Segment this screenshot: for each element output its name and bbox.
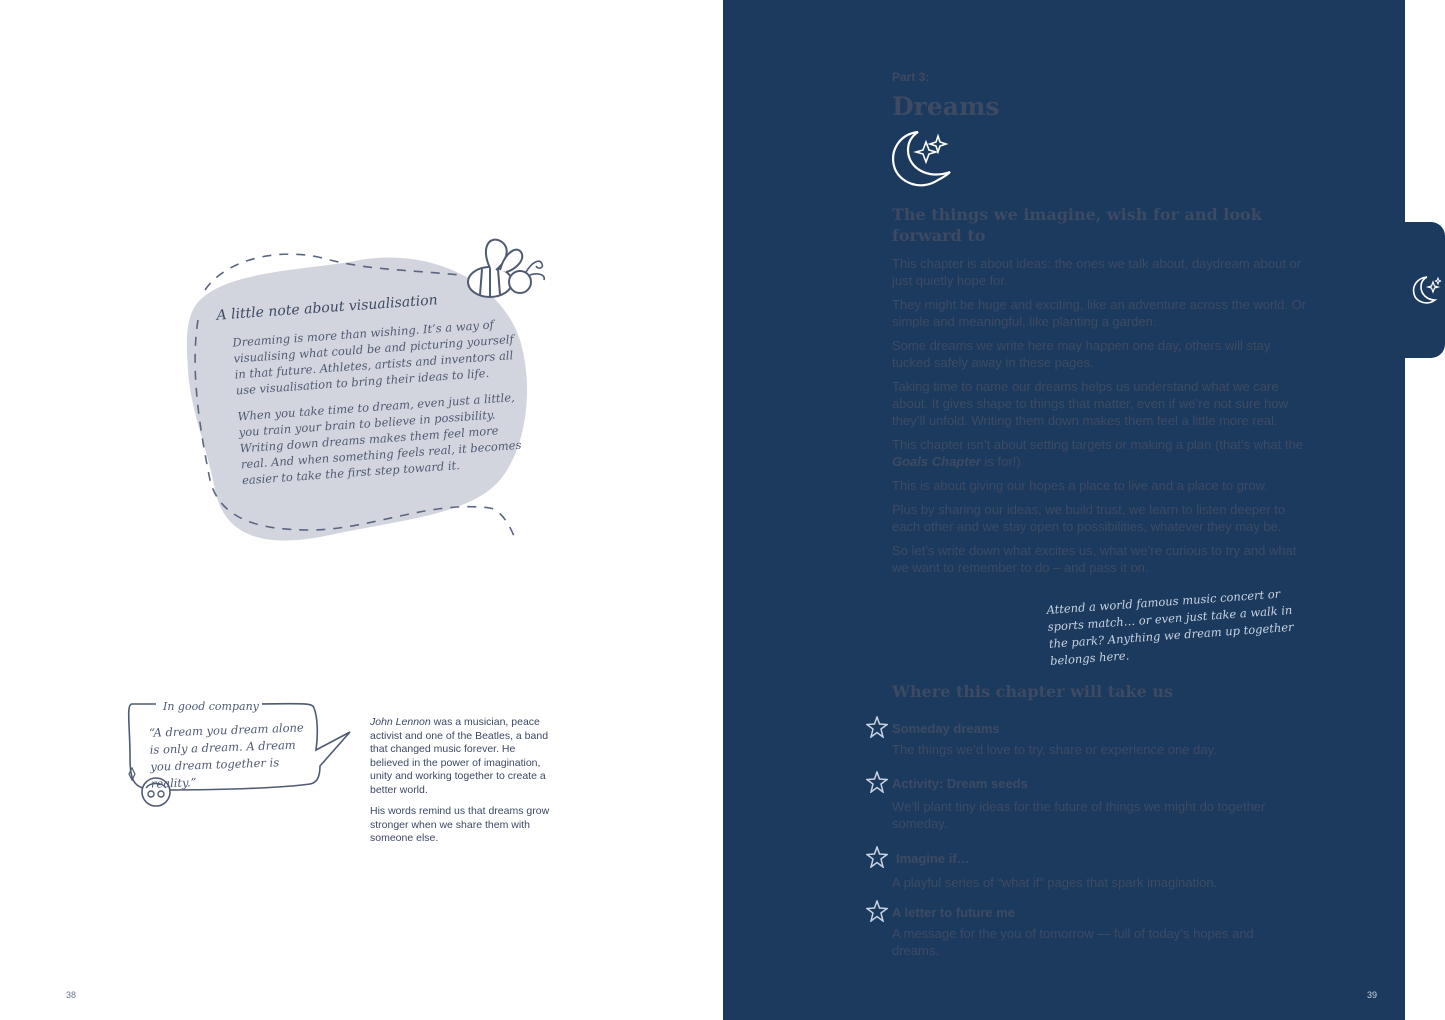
part-label: Part 3: bbox=[892, 70, 930, 84]
list-item bbox=[892, 904, 1272, 959]
intro-paragraph-1: This chapter is about ideas: the ones we talk about, daydream about or just quietly hope for. bbox=[892, 256, 1302, 288]
quote-text: “A dream you dream alone is only a dream. A dream you dream together is reality.” bbox=[148, 720, 304, 791]
intro-paragraph-5 bbox=[892, 436, 1310, 470]
note-paragraph-2: When you take time to dream, even just a little, you train your brain to believe in possibility. Writing down dreams makes them feel more real. And when something feels real, it becomes easier to take the first step toward it. bbox=[237, 390, 522, 488]
targets-text-after: is for!) bbox=[980, 454, 1021, 469]
page-edge bbox=[1405, 0, 1445, 1020]
section-title: Where this chapter will take us bbox=[892, 682, 1173, 701]
item-title: A letter to future me bbox=[892, 905, 1016, 920]
star-icon bbox=[866, 846, 888, 868]
goals-chapter-link: Goals Chapter bbox=[892, 454, 981, 469]
moon-stars-icon bbox=[1409, 272, 1443, 308]
star-icon bbox=[866, 771, 888, 793]
bio-closing: His words remind us that dreams grow stronger when we share them with someone else. bbox=[370, 805, 550, 844]
item-description: A playful series of “what if” pages that spark imagination. bbox=[892, 875, 1218, 890]
intro-paragraph-4: Taking time to name our dreams helps us understand what we care about. It gives shape to things that matter, even if we’re not sure how they’ll unfold. Writing them down makes them feel a little more real. bbox=[892, 379, 1289, 428]
bio-description: was a musician, peace activist and one of the Beatles, a band that changed music forever. He believed in the power of imagination, unity and working together to create a better world. bbox=[370, 716, 549, 796]
page-number-left: 38 bbox=[66, 990, 77, 1000]
intro-paragraph-8: So let’s write down what excites us, what we’re curious to try and what we want to remember to do – and pass it on. bbox=[892, 543, 1297, 575]
item-description: The things we’d love to try, share or experience one day. bbox=[892, 742, 1217, 757]
chapter-subtitle: The things we imagine, wish for and look forward to bbox=[892, 205, 1262, 245]
item-description: We’ll plant tiny ideas for the future of things we might do together someday. bbox=[892, 799, 1266, 831]
bio-name: John Lennon bbox=[370, 716, 431, 728]
visualisation-note bbox=[212, 287, 525, 499]
intro-paragraph-2: They might be huge and exciting, like an adventure across the world. Or simple and meaningful, like planting a garden. bbox=[892, 297, 1307, 329]
star-icon bbox=[866, 716, 888, 738]
list-item bbox=[892, 850, 1272, 891]
handwritten-note: Attend a world famous music concert or sports match… or even just take a walk in the park? Anything we dream up together belongs here. bbox=[1046, 586, 1295, 668]
page-number-right: 39 bbox=[1367, 990, 1378, 1000]
bio-block bbox=[370, 716, 556, 854]
note-paragraph-1: Dreaming is more than wishing. It’s a way of visualising what could be and picturing yourself in that future. Athletes, artists and inventors all use visualisation to bring their ideas to life. bbox=[231, 317, 515, 398]
item-title: Imagine if… bbox=[896, 851, 970, 866]
chapter-title: Dreams bbox=[892, 92, 1000, 121]
note-title: A little note about visualisation bbox=[215, 292, 439, 324]
item-title: Someday dreams bbox=[892, 721, 1000, 736]
bio-paragraph bbox=[370, 716, 556, 797]
chapter-intro bbox=[892, 255, 1310, 583]
targets-text-before: This chapter isn’t about setting targets or making a plan (that’s what the bbox=[892, 437, 1303, 452]
moon-stars-icon bbox=[888, 128, 952, 192]
intro-paragraph-6: This is about giving our hopes a place to live and a place to grow. bbox=[892, 478, 1268, 493]
chapter-tab[interactable] bbox=[1405, 222, 1445, 358]
quote-label: In good company bbox=[160, 700, 262, 713]
star-icon bbox=[866, 900, 888, 922]
intro-paragraph-3: Some dreams we write here may happen one day, others will stay tucked safely away in these pages. bbox=[892, 338, 1271, 370]
list-item bbox=[892, 775, 1272, 832]
item-title: Activity: Dream seeds bbox=[892, 776, 1028, 791]
list-item bbox=[892, 720, 1272, 758]
item-description: A message for the you of tomorrow — full of today’s hopes and dreams. bbox=[892, 926, 1254, 958]
intro-paragraph-7: Plus by sharing our ideas, we build trust, we learn to listen deeper to each other and we stay open to possibilities, whatever they may be. bbox=[892, 502, 1286, 534]
